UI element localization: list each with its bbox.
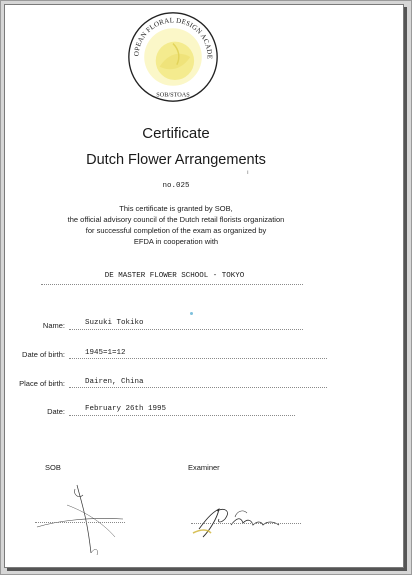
pob-value: Dairen, China [85,378,144,386]
body-line: This certificate is granted by SOB, [119,204,233,213]
date-dotted-line [69,415,295,416]
certificate-page [4,4,404,568]
seal-arc-text: OPEAN FLORAL DESIGN ACADE [132,16,214,60]
dob-value: 1945=1=12 [85,349,126,357]
certificate-subtitle: Dutch Flower Arrangements [86,152,266,168]
examiner-handwritten-signature [191,499,291,545]
sob-signature-line [35,522,125,523]
examiner-signature-label: Examiner [188,463,220,472]
name-label: Name: [42,321,65,330]
dob-dotted-line [69,358,327,359]
date-value: February 26th 1995 [85,405,167,413]
body-line: EFDA in cooperation with [133,237,219,246]
seal-bottom-text: SOB/STOAS [156,91,190,99]
name-value: Suzuki Tokiko [85,319,144,327]
ink-speck [190,312,193,315]
school-dotted-line [41,284,303,285]
certificate-title: Certificate [142,125,210,142]
stray-mark: ı [247,170,249,176]
date-label: Date: [47,407,65,416]
body-line: the official advisory council of the Dutch retail florists organization [67,215,285,224]
name-dotted-line [69,329,303,330]
pob-label: Place of birth: [19,379,65,388]
certificate-number: no.025 [162,182,190,190]
dob-label: Date of birth: [22,350,65,359]
sob-handwritten-signature [27,481,137,559]
body-line: for successful completion of the exam as organized by [85,226,267,235]
academy-seal-logo [125,9,221,105]
sob-signature-label: SOB [45,463,61,472]
school-name: DE MASTER FLOWER SCHOOL - TOKYO [104,272,245,280]
examiner-signature-line [191,523,301,524]
pob-dotted-line [69,387,327,388]
